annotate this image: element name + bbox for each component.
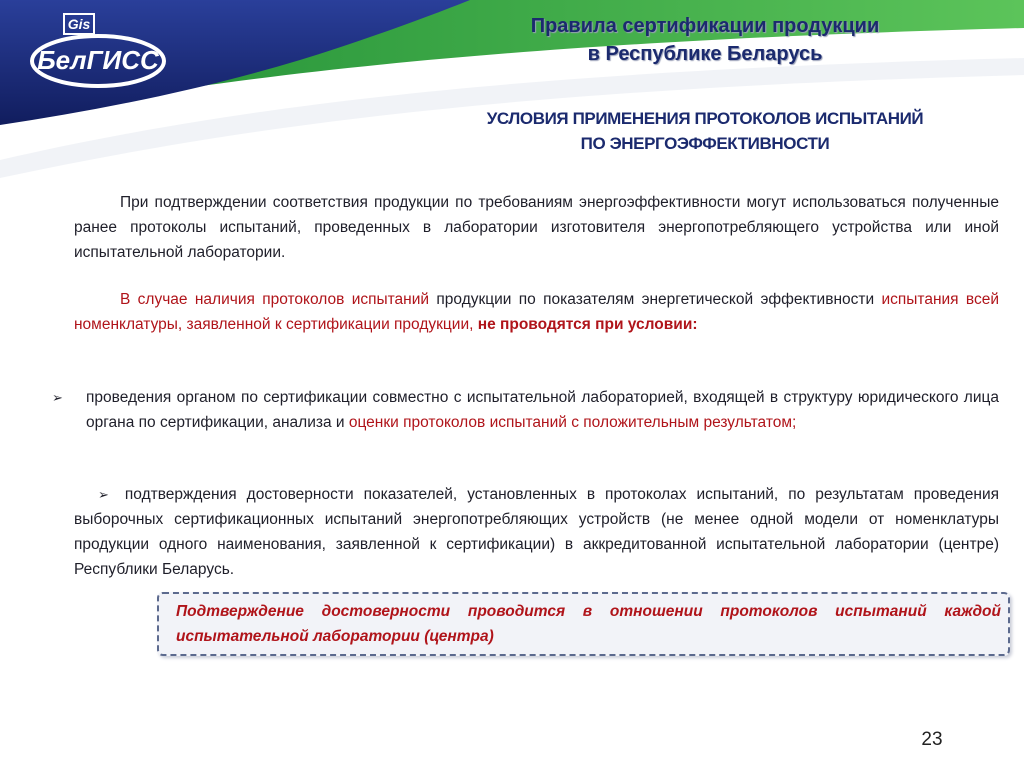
bullet-1-part-2: оценки протоколов испытаний с положительным результатом;: [348, 414, 797, 431]
logo-mark: Gis: [67, 16, 91, 32]
paragraph-1: При подтверждении соответствия продукции по требованиям энергоэффективности могут использоваться полученные ранее протоколы испытаний, проведенных в лаборатории изготовителя энергопотребляющего устройства или иной испытательной лаборатории.: [74, 194, 999, 261]
bullet-1-marker: ➢: [52, 390, 63, 405]
page-number: 23: [921, 729, 943, 750]
bullet-1-part-1: проведения органом по сертификации совместно с испытательной лабораторией, входящей в структуру юридического лица органа по сертификации, анализа и: [86, 389, 999, 431]
paragraph-2-part-2: продукции по показателям энергетической эффективности: [429, 291, 882, 308]
bullet-1-text: [86, 385, 999, 435]
bullet-2-text: [74, 482, 999, 582]
logo-text: БелГИСС: [37, 45, 159, 75]
bullet-2-content: подтверждения достоверности показателей, установленных в протоколах испытаний, по результатам проведения выборочных сертификационных испытаний энергопотребляющих устройств (не менее одной модели от номенклатуры продукции одного наименования, заявленной к сертификации) в аккредитованной испытательной лаборатории (центре) Республики Беларусь.: [74, 486, 999, 578]
slide-subtitle: [390, 106, 1020, 156]
title-line-1: Правила сертификации продукции: [530, 15, 880, 37]
paragraph-2-part-1: В случае наличия протоколов испытаний: [120, 291, 430, 308]
paragraph-2-part-3: испытания всей номенклатуры, заявленной к сертификации продукции,: [74, 291, 999, 333]
paragraph-2-part-4: не проводятся при условии:: [477, 316, 698, 333]
subtitle-line-2: ПО ЭНЕРГОЭФФЕКТИВНОСТИ: [580, 134, 830, 153]
subtitle-line-1: УСЛОВИЯ ПРИМЕНЕНИЯ ПРОТОКОЛОВ ИСПЫТАНИЙ: [486, 109, 924, 128]
bullet-2-marker: ➢: [98, 487, 109, 502]
slide-title: [390, 12, 1020, 68]
callout-text: Подтверждение достоверности проводится в отношении протоколов испытаний каждой испытательной лаборатории (центра): [176, 603, 1001, 645]
paragraph-2: [74, 287, 999, 337]
title-line-2: в Республике Беларусь: [587, 43, 823, 65]
